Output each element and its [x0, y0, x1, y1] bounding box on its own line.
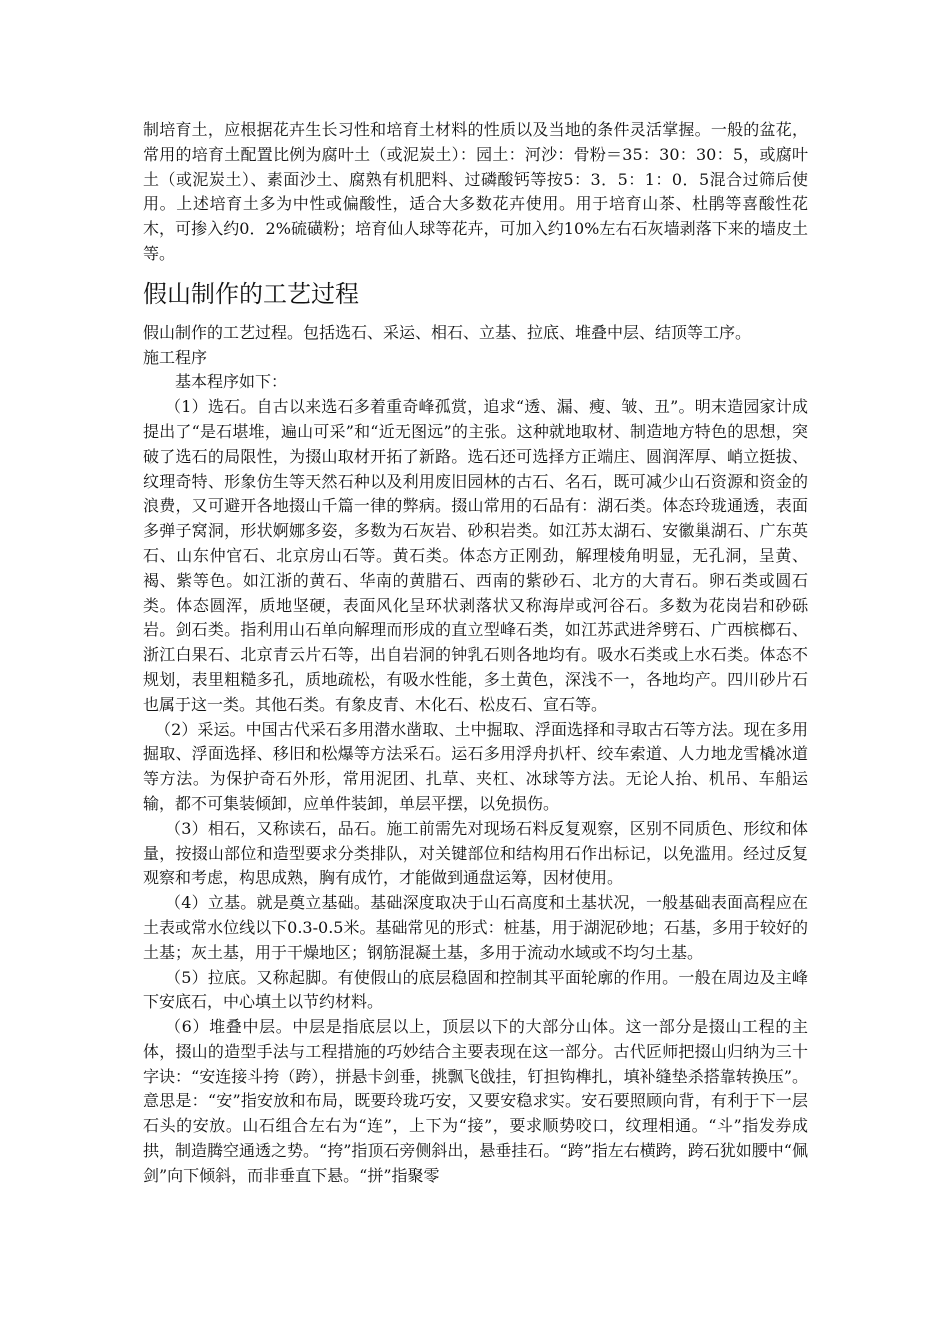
basic-procedure-label: 基本程序如下： [175, 372, 288, 392]
subheading-procedure: 施工程序 [143, 347, 208, 367]
section-heading: 假山制作的工艺过程 [143, 279, 359, 308]
step-3-examine-stone: （3）相石，又称读石，品石。施工前需先对现场石料反复观察，区别不同质色、形纹和体量，按掇山部位和造型要求分类排队，对关键部位和结构用石作出标记，以免滥用。经过反复观察和考虑，构思成熟，胸有成竹，才能做到通盘运筹，因材使用。 [143, 818, 808, 888]
step-4-foundation: （4）立基。就是奠立基础。基础深度取决于山石高度和土基状况，一般基础表面高程应在土表或常水位线以下0.3-0.5米。基础常见的形式：桩基，用于湖泥砂地；石基，多用于较好的土基；灰土基，用于干燥地区；钢筋混凝土基，多用于流动水域或不均匀土基。 [143, 893, 808, 962]
step-6-middle-layer: （6）堆叠中层。中层是指底层以上，顶层以下的大部分山体。这一部分是掇山工程的主体，掇山的造型手法与工程措施的巧妙结合主要表现在这一部分。古代匠师把掇山归纳为三十字诀：“安连接斗挎（跨），拼悬卡剑垂，挑飘飞戗挂，钉担钩榫扎，填补缝垫杀搭靠转换压”。意思是：“安”指安放和布局，既要玲珑巧安，又要安稳求实。安石要照顾向背，有利于下一层石头的安放。山石组合左右为“连”，上下为“接”，要求顺势咬口，纹理相通。“斗”指发券成拱，制造腾空通透之势。“挎”指顶石旁侧斜出，悬垂挂石。“跨”指左右横跨，跨石犹如腰中“佩剑”向下倾斜，而非垂直下悬。“拼”指聚零 [143, 1017, 808, 1185]
step-5-base-layer: （5）拉底。又称起脚。有使假山的底层稳固和控制其平面轮廓的作用。一般在周边及主峰下安底石，中心填土以节约材料。 [143, 967, 808, 1012]
intro-paragraph: 假山制作的工艺过程。包括选石、采运、相石、立基、拉底、堆叠中层、结顶等工序。 [143, 322, 752, 342]
step-1-select-stone: （1）选石。自古以来选石多着重奇峰孤赏，追求“透、漏、瘦、皱、丑”。明末造园家计成提出了“是石堪堆，遍山可采”和“近无图远”的主张。这种就地取材、制造地方特色的思想，突破了选石的局限性，为掇山取材开拓了新路。选石还可选择方正端庄、圆润浑厚、峭立挺拔、纹理奇特、形象仿生等天然石种以及利用废旧园林的古石、名石，既可减少山石资源和资金的浪费，又可避开各地掇山千篇一律的弊病。掇山常用的石品有：湖石类。体态玲珑通透，表面多弹子窝洞，形状婀娜多姿，多数为石灰岩、砂积岩类。如江苏太湖石、安徽巢湖石、广东英石、山东仲官石、北京房山石等。黄石类。体态方正刚劲，解理棱角明显，无孔洞，呈黄、褐、紫等色。如江浙的黄石、华南的黄腊石、西南的紫砂石、北方的大青石。卵石类或圆石类。体态圆浑，质地坚硬，表面风化呈环状剥落状又称海岸或河谷石。多数为花岗岩和砂砾岩。剑石类。指利用山石单向解理而形成的直立型峰石类，如江苏武进斧劈石、广西槟榔石、浙江白果石、北京青云片石等，出自岩洞的钟乳石则各地均有。吸水石类或上水石类。体态不规划，表里粗糙多孔，质地疏松，有吸水性能，多土黄色，深浅不一，各地均产。四川砂片石也属于这一类。其他石类。有象皮青、木化石、松皮石、宣石等。 [143, 397, 808, 714]
document-page [143, 118, 808, 1189]
paragraph-soil-mix: 制培育土，应根据花卉生长习性和培育土材料的性质以及当地的条件灵活掌握。一般的盆花，常用的培育土配置比例为腐叶土（或泥炭土）：园土：河沙：骨粉＝35：30：30：5，或腐叶土（或泥炭土）、素面沙土、腐熟有机肥料、过磷酸钙等按5：3．5：1：0．5混合过筛后使用。上述培育土多为中性或偏酸性，适合大多数花卉使用。用于培育山茶、杜鹃等喜酸性花木，可掺入约0．2%硫磺粉；培育仙人球等花卉，可加入约10%左右石灰墙剥落下来的墙皮土等。 [143, 120, 808, 263]
step-2-transport: （2）采运。中国古代采石多用潜水凿取、土中掘取、浮面选择和寻取古石等方法。现在多用掘取、浮面选择、移旧和松爆等方法采石。运石多用浮舟扒杆、绞车索道、人力地龙雪橇冰道等方法。为保护奇石外形，常用泥团、扎草、夹杠、冰球等方法。无论人抬、机吊、车船运输，都不可集装倾卸，应单件装卸，单层平摆，以免损伤。 [143, 719, 808, 813]
